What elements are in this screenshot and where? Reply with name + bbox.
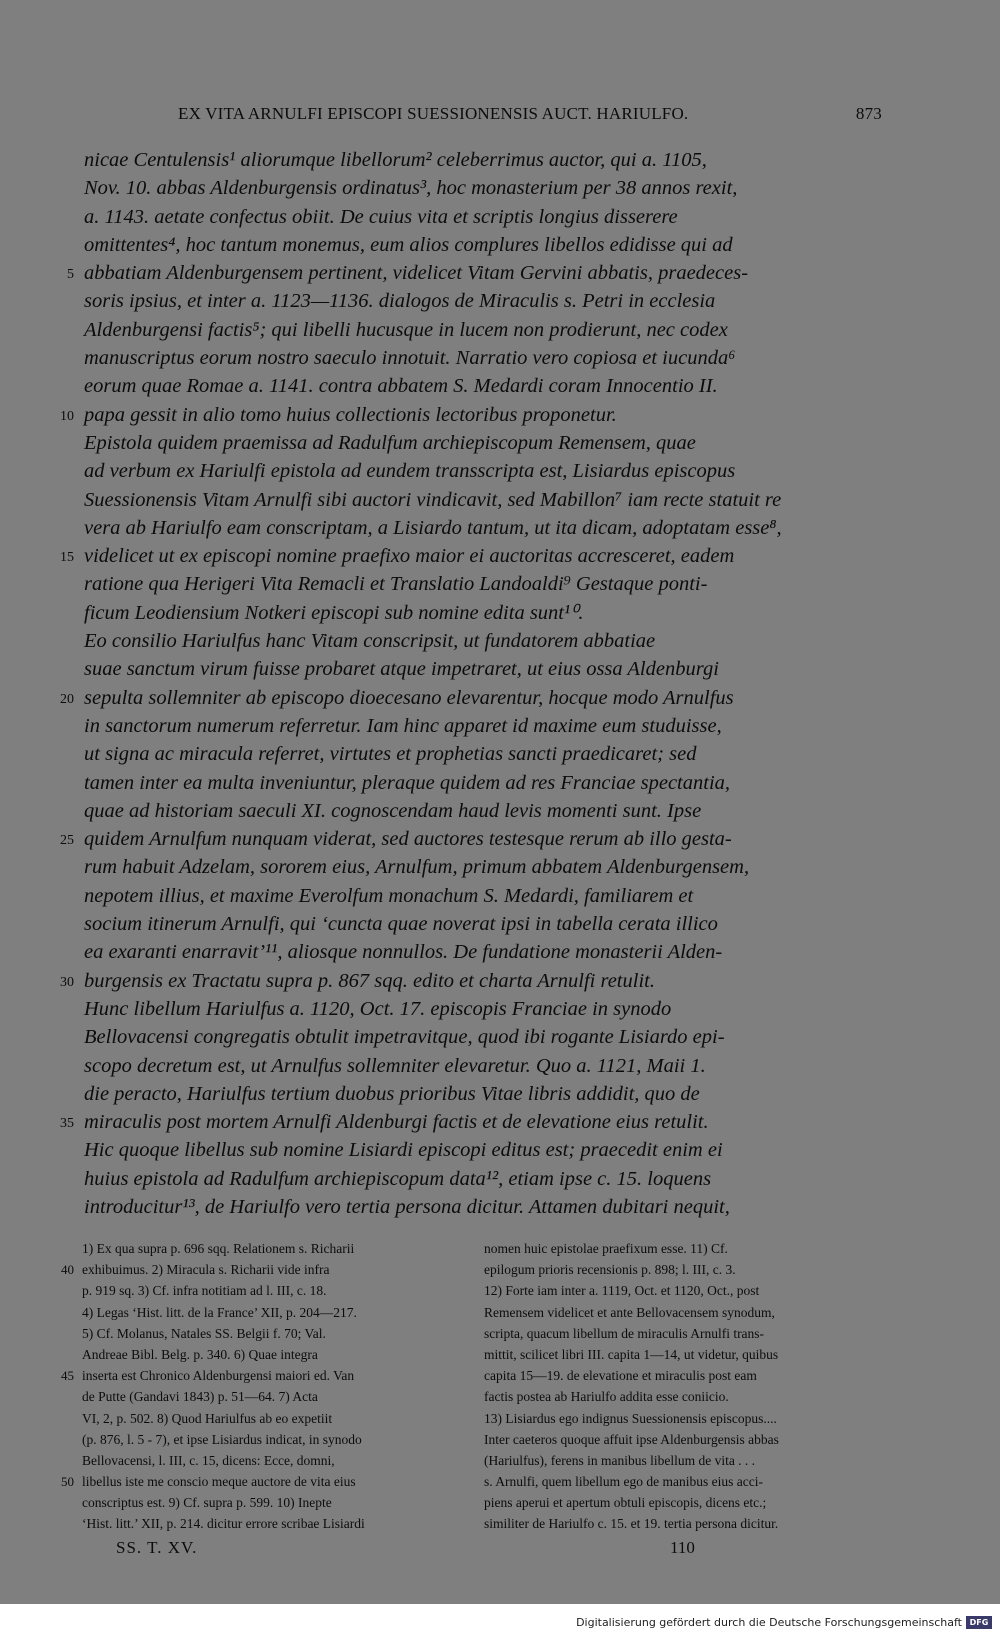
line-text: die peracto, Hariulfus tertium duobus prioribus Vitae libris addidit, quo de	[84, 1082, 700, 1105]
line-text: papa gessit in alio tomo huius collectionis lectoribus proponetur.	[84, 403, 617, 426]
line-text: suae sanctum virum fuisse probaret atque impetraret, ut eius ossa Aldenburgi	[84, 658, 719, 681]
footnote-line	[82, 1344, 466, 1365]
text-line	[60, 967, 882, 995]
footnote-line: nomen huic epistolae praefixum esse. 11) Cf.	[484, 1241, 728, 1256]
text-line	[84, 599, 882, 627]
footnote-text: Bellovacensi, l. III, c. 15, dicens: Ecce, domni,	[82, 1452, 335, 1468]
line-text: Nov. 10. abbas Aldenburgensis ordinatus³, hoc monasterium per 38 annos rexit,	[84, 177, 738, 200]
dfg-logo-icon: DFG	[966, 1616, 992, 1629]
line-text: manuscriptus eorum nostro saeculo innotuit. Narratio vero copiosa et iucunda⁶	[84, 347, 736, 370]
footnote-line	[82, 1280, 466, 1301]
text-line	[84, 486, 882, 514]
text-line	[84, 203, 882, 231]
line-text: nepotem illius, et maxime Everolfum monachum S. Medardi, familiarem et	[84, 884, 694, 907]
footnotes-right-column	[484, 1238, 884, 1535]
line-text: Hunc libellum Hariulfus a. 1120, Oct. 17. episcopis Franciae in synodo	[84, 997, 672, 1020]
text-line	[84, 853, 882, 881]
footnote-text: libellus iste me conscio meque auctore de vita eius	[82, 1474, 356, 1490]
footnote-line: 12) Forte iam inter a. 1119, Oct. et 1120, Oct., post	[484, 1283, 760, 1299]
line-text: a. 1143. aetate confectus obiit. De cuius vita et scriptis longius disserere	[84, 205, 678, 228]
text-line	[84, 627, 882, 655]
footnote-line	[82, 1323, 466, 1344]
text-line	[60, 542, 882, 570]
line-number: 10	[60, 408, 74, 424]
line-text: ratione qua Herigeri Vita Remacli et Translatio Landoaldi⁹ Gestaque ponti-	[84, 573, 708, 596]
text-line	[84, 882, 882, 910]
text-line	[84, 514, 882, 542]
text-line	[84, 174, 882, 202]
text-line	[84, 740, 882, 768]
line-text: miraculis post mortem Arnulfi Aldenburgi factis et de elevatione eius retulit.	[84, 1111, 709, 1134]
footnote-text: ‘Hist. litt.’ XII, p. 214. dicitur errore scribae Lisiardi	[82, 1516, 365, 1532]
footnote-line	[82, 1513, 466, 1534]
line-text: Hic quoque libellus sub nomine Lisiardi episcopi editus est; praecedit enim ei	[84, 1139, 723, 1162]
text-line	[84, 146, 882, 174]
footnote-line: mittit, scilicet libri III. capita 1—14, ut videtur, quibus	[484, 1346, 779, 1362]
line-text: Epistola quidem praemissa ad Radulfum archiepiscopum Remensem, quae	[84, 431, 696, 454]
line-text: vera ab Hariulfo eam conscriptam, a Lisiardo tantum, ut ita dicam, adoptatam esse⁸,	[84, 516, 782, 539]
footnote-line	[61, 1365, 466, 1386]
line-text: sepulta sollemniter ab episcopo dioecesano elevarentur, hocque modo Arnulfus	[84, 686, 734, 709]
footnote-text: VI, 2, p. 502. 8) Quod Hariulfus ab eo expetiit	[82, 1410, 333, 1426]
line-number: 40	[61, 1262, 74, 1278]
line-number: 30	[60, 974, 74, 990]
text-line	[84, 712, 882, 740]
footnote-line	[82, 1492, 466, 1513]
footnote-text: Andreae Bibl. Belg. p. 340. 6) Quae integra	[82, 1346, 318, 1362]
page-number: 873	[855, 104, 882, 123]
line-text: burgensis ex Tractatu supra p. 867 sqq. edito et charta Arnulfi retulit.	[84, 969, 655, 992]
line-number: 25	[60, 833, 74, 849]
line-text: videlicet ut ex episcopi nomine praefixo maior ei auctoritas accresceret, eadem	[84, 545, 735, 568]
footnote-line	[82, 1450, 466, 1471]
footnote-line: Remensem videlicet et ante Bellovacensem synodum,	[484, 1304, 775, 1320]
footnote-text: 4) Legas ‘Hist. litt. de la France’ XII, p. 204—217.	[82, 1304, 357, 1320]
line-text: ad verbum ex Hariulfi epistola ad eundem transscripta est, Lisiardus episcopus	[84, 460, 736, 483]
footnote-line: scripta, quacum libellum de miraculis Arnulfi trans-	[484, 1325, 765, 1341]
footnote-line	[82, 1238, 466, 1259]
line-text: abbatiam Aldenburgensem pertinent, videlicet Vitam Gervini abbatis, praedeces-	[84, 262, 749, 285]
footnote-text: inserta est Chronico Aldenburgensi maiori ed. Van	[82, 1368, 355, 1384]
footnote-line: 13) Lisiardus ego indignus Suessionensis episcopus....	[484, 1410, 777, 1426]
text-line	[84, 231, 882, 259]
text-line	[84, 372, 882, 400]
footnotes-left-column	[61, 1238, 466, 1535]
text-line	[67, 259, 882, 287]
footnote-line: factis postea ab Hariulfo addita esse coniicio.	[484, 1389, 729, 1405]
footnote-line: Inter caeteros quoque affuit ipse Aldenburgensis abbas	[484, 1431, 779, 1447]
text-line	[84, 995, 882, 1023]
text-line	[84, 457, 882, 485]
running-title: EX VITA ARNULFI EPISCOPI SUESSIONENSIS AUCT. HARIULFO.	[178, 104, 689, 123]
line-text: Bellovacensi congregatis obtulit impetravitque, quod ibi rogante Lisiardo epi-	[84, 1026, 725, 1049]
line-text: socium itinerum Arnulfi, qui ‘cuncta quae noverat ipsi in tabella cerata illico	[84, 913, 718, 936]
line-text: ea exaranti enarravit’¹¹, aliosque nonnullos. De fundatione monasterii Alden-	[84, 941, 723, 964]
line-text: scopo decretum est, ut Arnulfus sollemniter elevaretur. Quo a. 1121, Maii 1.	[84, 1054, 706, 1077]
line-text: tamen inter ea multa inveniuntur, pleraque quidem ad res Franciae spectantia,	[84, 771, 731, 794]
line-text: quae ad historiam saeculi XI. cognoscendam haud levis momenti sunt. Ipse	[84, 799, 702, 822]
text-line	[84, 655, 882, 683]
footnote-line	[61, 1471, 466, 1492]
text-line	[84, 769, 882, 797]
footnote-line	[82, 1408, 466, 1429]
line-text: rum habuit Adzelam, sororem eius, Arnulfum, primum abbatem Aldenburgensem,	[84, 856, 750, 879]
line-text: nicae Centulensis¹ aliorumque libellorum² celeberrimus auctor, qui a. 1105,	[84, 149, 707, 171]
line-number: 20	[60, 691, 74, 707]
footnote-line	[82, 1302, 466, 1323]
text-line	[60, 684, 882, 712]
funding-credit: Digitalisierung gefördert durch die Deutsche Forschungsgemeinschaft	[576, 1616, 962, 1629]
line-number: 45	[61, 1368, 74, 1384]
footnote-text: 5) Cf. Molanus, Natales SS. Belgii f. 70; Val.	[82, 1325, 326, 1341]
text-line	[84, 344, 882, 372]
text-line	[84, 797, 882, 825]
footnote-line	[61, 1259, 466, 1280]
text-line	[84, 316, 882, 344]
line-text: ficum Leodiensium Notkeri episcopi sub nomine edita sunt¹⁰.	[84, 601, 584, 624]
main-text	[60, 146, 882, 1221]
footnote-line	[82, 1386, 466, 1407]
text-line	[84, 1136, 882, 1164]
text-line	[84, 1193, 882, 1221]
text-line	[84, 429, 882, 457]
line-number: 35	[60, 1116, 74, 1132]
line-text: introducitur¹³, de Hariulfo vero tertia persona dicitur. Attamen dubitari nequit,	[84, 1195, 730, 1218]
text-line	[60, 1108, 882, 1136]
text-line	[84, 1165, 882, 1193]
footnote-text: conscriptus est. 9) Cf. supra p. 599. 10) Inepte	[82, 1495, 332, 1511]
footnote-line: epilogum prioris recensionis p. 898; l. III, c. 3.	[484, 1262, 736, 1278]
line-text: huius epistola ad Radulfum archiepiscopum data¹², etiam ipse c. 15. loquens	[84, 1167, 712, 1190]
text-line	[84, 938, 882, 966]
line-number: 5	[67, 267, 74, 283]
footnote-line: capita 15—19. de elevatione et miraculis post eam	[484, 1368, 757, 1384]
footnote-line: piens aperui et apertum obtuli episcopis, dicens etc.;	[484, 1495, 767, 1511]
footnote-text: 1) Ex qua supra p. 696 sqq. Relationem s. Richarii	[82, 1241, 355, 1256]
footnote-line: similiter de Hariulfo c. 15. et 19. tertia persona dicitur.	[484, 1516, 779, 1532]
footnotes	[61, 1238, 882, 1548]
text-line	[60, 401, 882, 429]
text-line	[84, 287, 882, 315]
signature-mark: SS. T. XV.	[116, 1538, 198, 1557]
text-line	[84, 910, 882, 938]
footnote-text: de Putte (Gandavi 1843) p. 51—64. 7) Acta	[82, 1389, 318, 1405]
text-line	[84, 570, 882, 598]
line-text: ut signa ac miracula referret, virtutes et prophetias sancti praedicaret; sed	[84, 743, 697, 766]
text-line	[60, 825, 882, 853]
footnote-text: p. 919 sq. 3) Cf. infra notitiam ad l. III, c. 18.	[82, 1283, 327, 1299]
footnote-text: (p. 876, l. 5 - 7), et ipse Lisiardus indicat, in synodo	[82, 1431, 362, 1447]
text-line	[84, 1023, 882, 1051]
line-text: Aldenburgensi factis⁵; qui libelli hucusque in lucem non prodierunt, nec codex	[84, 318, 728, 341]
footer-bar	[0, 1604, 1000, 1638]
line-text: eorum quae Romae a. 1141. contra abbatem S. Medardi coram Innocentio II.	[84, 375, 718, 398]
line-text: quidem Arnulfum nunquam viderat, sed auctores testesque rerum ab illo gesta-	[84, 828, 732, 851]
line-text: soris ipsius, et inter a. 1123—1136. dialogos de Miraculis s. Petri in ecclesia	[84, 290, 716, 313]
footnote-line: s. Arnulfi, quem libellum ego de manibus eius acci-	[484, 1474, 763, 1490]
text-line	[84, 1052, 882, 1080]
footnote-text: exhibuimus. 2) Miracula s. Richarii vide infra	[82, 1262, 330, 1278]
line-text: omittentes⁴, hoc tantum monemus, eum alios complures libellos edidisse qui ad	[84, 233, 733, 256]
line-text: Suessionensis Vitam Arnulfi sibi auctori vindicavit, sed Mabillon⁷ iam recte statuit re	[84, 488, 782, 511]
sheet-number: 110	[670, 1538, 695, 1557]
line-number: 50	[61, 1474, 74, 1490]
footnote-line	[82, 1429, 466, 1450]
line-text: Eo consilio Hariulfus hanc Vitam conscripsit, ut fundatorem abbatiae	[84, 630, 656, 653]
line-number: 15	[60, 550, 74, 566]
line-text: in sanctorum numerum referretur. Iam hinc apparet id maxime eum studuisse,	[84, 714, 722, 737]
text-line	[84, 1080, 882, 1108]
footnote-line: (Hariulfus), ferens in manibus libellum de vita . . .	[484, 1452, 756, 1468]
